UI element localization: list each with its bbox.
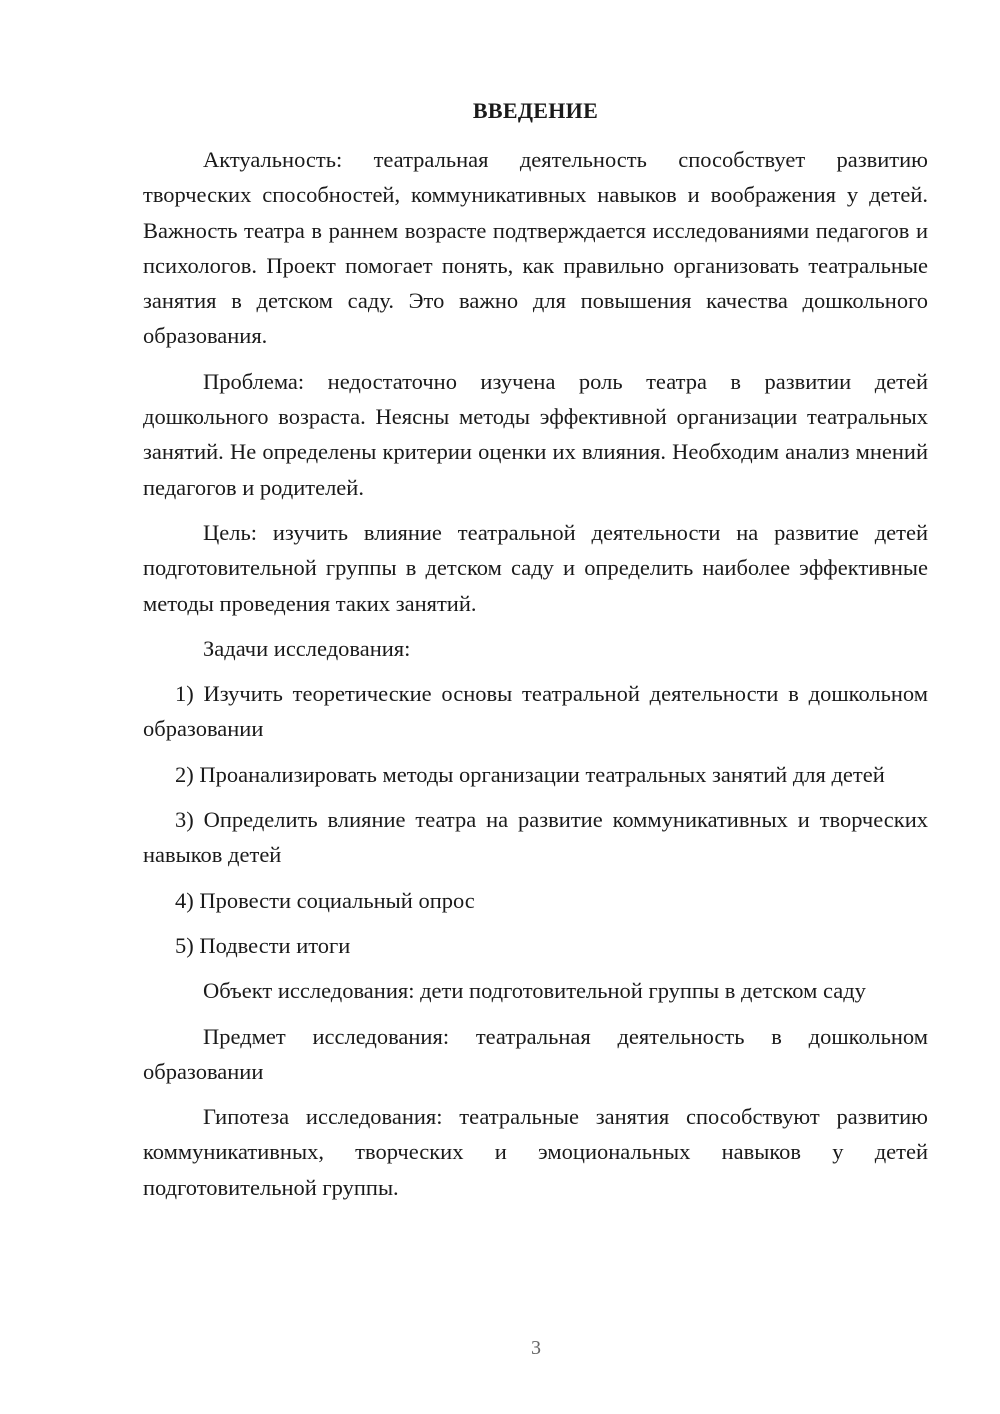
- page-title: ВВЕДЕНИЕ: [472, 98, 599, 123]
- task-item-1: 1) Изучить теоретические основы театральной деятельности в дошкольном образовании: [143, 681, 928, 742]
- paragraph-goal: Цель: изучить влияние театральной деятельности на развитие детей подготовительной группы в детском саду и определить наиболее эффективные методы проведения таких занятий.: [143, 519, 928, 616]
- paragraph-subject: Предмет исследования: театральная деятельность в дошкольном образовании: [143, 1023, 928, 1084]
- paragraph-hypothesis: Гипотеза исследования: театральные занятия способствуют развитию коммуникативных, творческих и эмоциональных навыков у детей подготовительной группы.: [143, 1104, 928, 1200]
- task-item-4: 4) Провести социальный опрос: [175, 887, 475, 913]
- task-item-2: 2) Проанализировать методы организации театральных занятий для детей: [175, 761, 885, 787]
- paragraph-object: Объект исследования: дети подготовительной группы в детском саду: [203, 978, 866, 1004]
- paragraph-relevance: Актуальность: театральная деятельность способствует развитию творческих способностей, коммуникативных навыков и воображения у детей. Важность театра в раннем возрасте подтверждается исследованиями педагогов и психологов. Проект помогает понять, как правильно организовать театральные занятия в детском саду. Это важно для повышения качества дошкольного образования.: [143, 147, 928, 349]
- paragraph-problem: Проблема: недостаточно изучена роль театра в развитии детей дошкольного возраста. Неясны методы эффективной организации театральных занятий. Не определены критерии оценки их влияния. Необходим анализ мнений педагогов и родителей.: [143, 368, 928, 500]
- task-item-3: 3) Определить влияние театра на развитие коммуникативных и творческих навыков детей: [143, 807, 928, 868]
- task-item-5: 5) Подвести итоги: [175, 932, 351, 958]
- document-body: [143, 142, 928, 1215]
- page-number: 3: [531, 1337, 541, 1359]
- paragraph-tasks-heading: Задачи исследования:: [203, 635, 411, 661]
